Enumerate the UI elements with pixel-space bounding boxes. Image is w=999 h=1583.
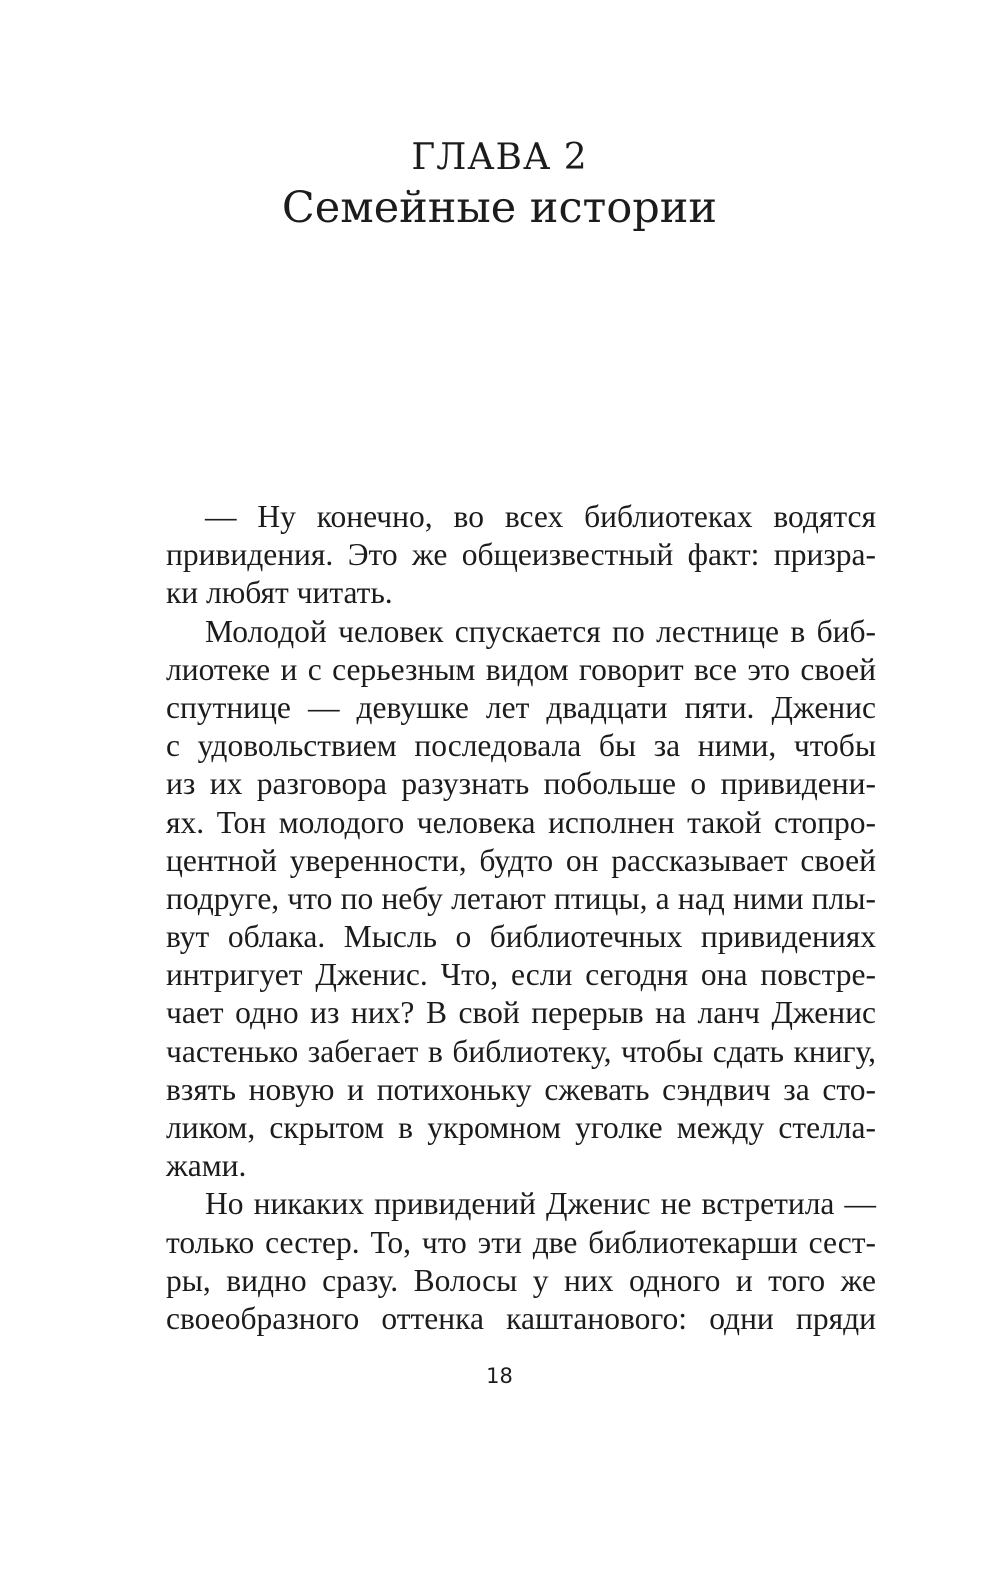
body-text <box>166 498 876 1338</box>
text-line: Но никаких привидений Дженис не встретила — <box>205 1186 876 1222</box>
text-line: ры, видно сразу. Волосы у них одного и того же <box>166 1262 876 1298</box>
text-line: своеобразного оттенка каштанового: одни пряди <box>166 1300 876 1336</box>
text-line: частенько забегает в библиотеку, чтобы сдать книгу, <box>166 1033 876 1069</box>
text-line: лиотеке и с серьезным видом говорит все это своей <box>166 651 876 687</box>
text-line: центной уверенности, будто он рассказывает своей <box>166 842 876 878</box>
text-line: ликом, скрытом в укромном уголке между стелла- <box>166 1110 876 1145</box>
text-line: из их разговора разузнать побольше о привидени- <box>166 766 876 802</box>
text-line: спутнице — девушке лет двадцати пяти. Дженис <box>166 689 876 725</box>
text-line: интригует Дженис. Что, если сегодня она повстре- <box>166 957 876 993</box>
text-line: Молодой человек спускается по лестнице в биб- <box>205 613 876 649</box>
text-line: взять новую и потихоньку сжевать сэндвич за сто- <box>166 1071 876 1107</box>
page-number: 18 <box>486 1364 513 1388</box>
text-line: привидения. Это же общеизвестный факт: призра- <box>166 537 876 573</box>
chapter-title: Семейные истории <box>281 183 718 233</box>
text-line: только сестер. То, что эти две библиотекарши сест- <box>166 1224 876 1260</box>
paragraph-1 <box>166 498 876 613</box>
text-line: с удовольствием последовала бы за ними, чтобы <box>166 728 876 764</box>
text-line: ки любят читать. <box>166 575 393 611</box>
text-line: — Ну конечно, во всех библиотеках водятся <box>205 499 876 534</box>
chapter-number: ГЛАВА 2 <box>411 137 588 178</box>
text-line: чает одно из них? В свой перерыв на ланч Дженис <box>166 995 876 1031</box>
text-line: ях. Тон молодого человека исполнен такой стопро- <box>166 804 876 840</box>
text-line: жами. <box>166 1148 247 1184</box>
text-line: вут облака. Мысль о библиотечных привидениях <box>166 919 876 955</box>
text-line: подруге, что по небу летают птицы, а над ними плы- <box>166 880 876 916</box>
paragraph-3 <box>166 1185 876 1338</box>
paragraph-2 <box>166 613 876 1186</box>
